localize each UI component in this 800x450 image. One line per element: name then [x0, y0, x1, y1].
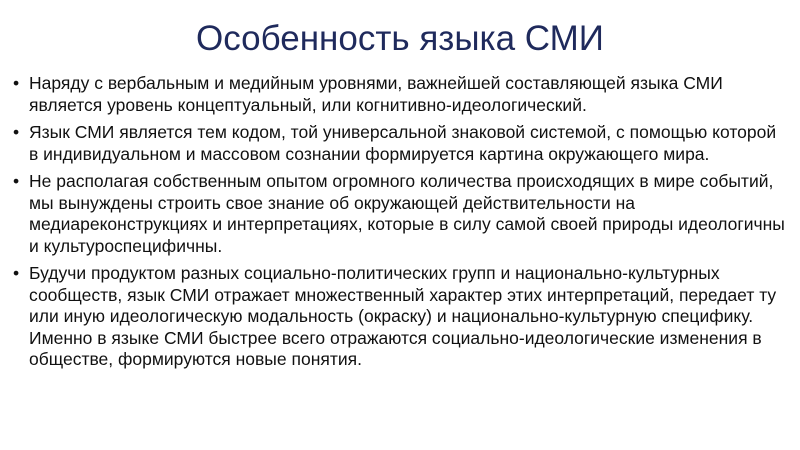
- bullet-text-3: Не располагая собственным опытом огромного количества происходящих в мире событий, мы вынуждены строить свое знание об окружающей действительности на медиареконструкциях и интерпретациях, которые в силу самой своей природы идеологичны и культуроспецифичны.: [29, 171, 785, 256]
- bullet-point-icon: •: [13, 122, 20, 142]
- bullet-item-3: [13, 171, 788, 257]
- bullet-text-4: Будучи продуктом разных социально-политических групп и национально-культурных сообществ, язык СМИ отражает множественный характер этих интерпретаций, передает ту или иную идеологическую модальность (окраску) и национально-культурную специфику. Именно в языке СМИ быстрее всего отражаются социально-идеологические изменения в обществе, формируются новые понятия.: [29, 263, 777, 369]
- bullet-item-1: [13, 73, 788, 116]
- bullet-item-2: [13, 122, 788, 165]
- bullet-text-2: Язык СМИ является тем кодом, той универсальной знаковой системой, с помощью которой в индивидуальном и массовом сознании формируется картина окружающего мира.: [29, 122, 777, 164]
- bullet-point-icon: •: [13, 263, 20, 283]
- bullet-point-icon: •: [13, 73, 20, 93]
- bullet-point-icon: •: [13, 171, 20, 191]
- bullet-list: [13, 73, 788, 377]
- bullet-text-1: Наряду с вербальным и медийным уровнями, важнейшей составляющей языка СМИ является уровень концептуальный, или когнитивно-идеологический.: [29, 73, 723, 115]
- slide-title: Особенность языка СМИ: [196, 19, 604, 58]
- bullet-item-4: [13, 263, 788, 371]
